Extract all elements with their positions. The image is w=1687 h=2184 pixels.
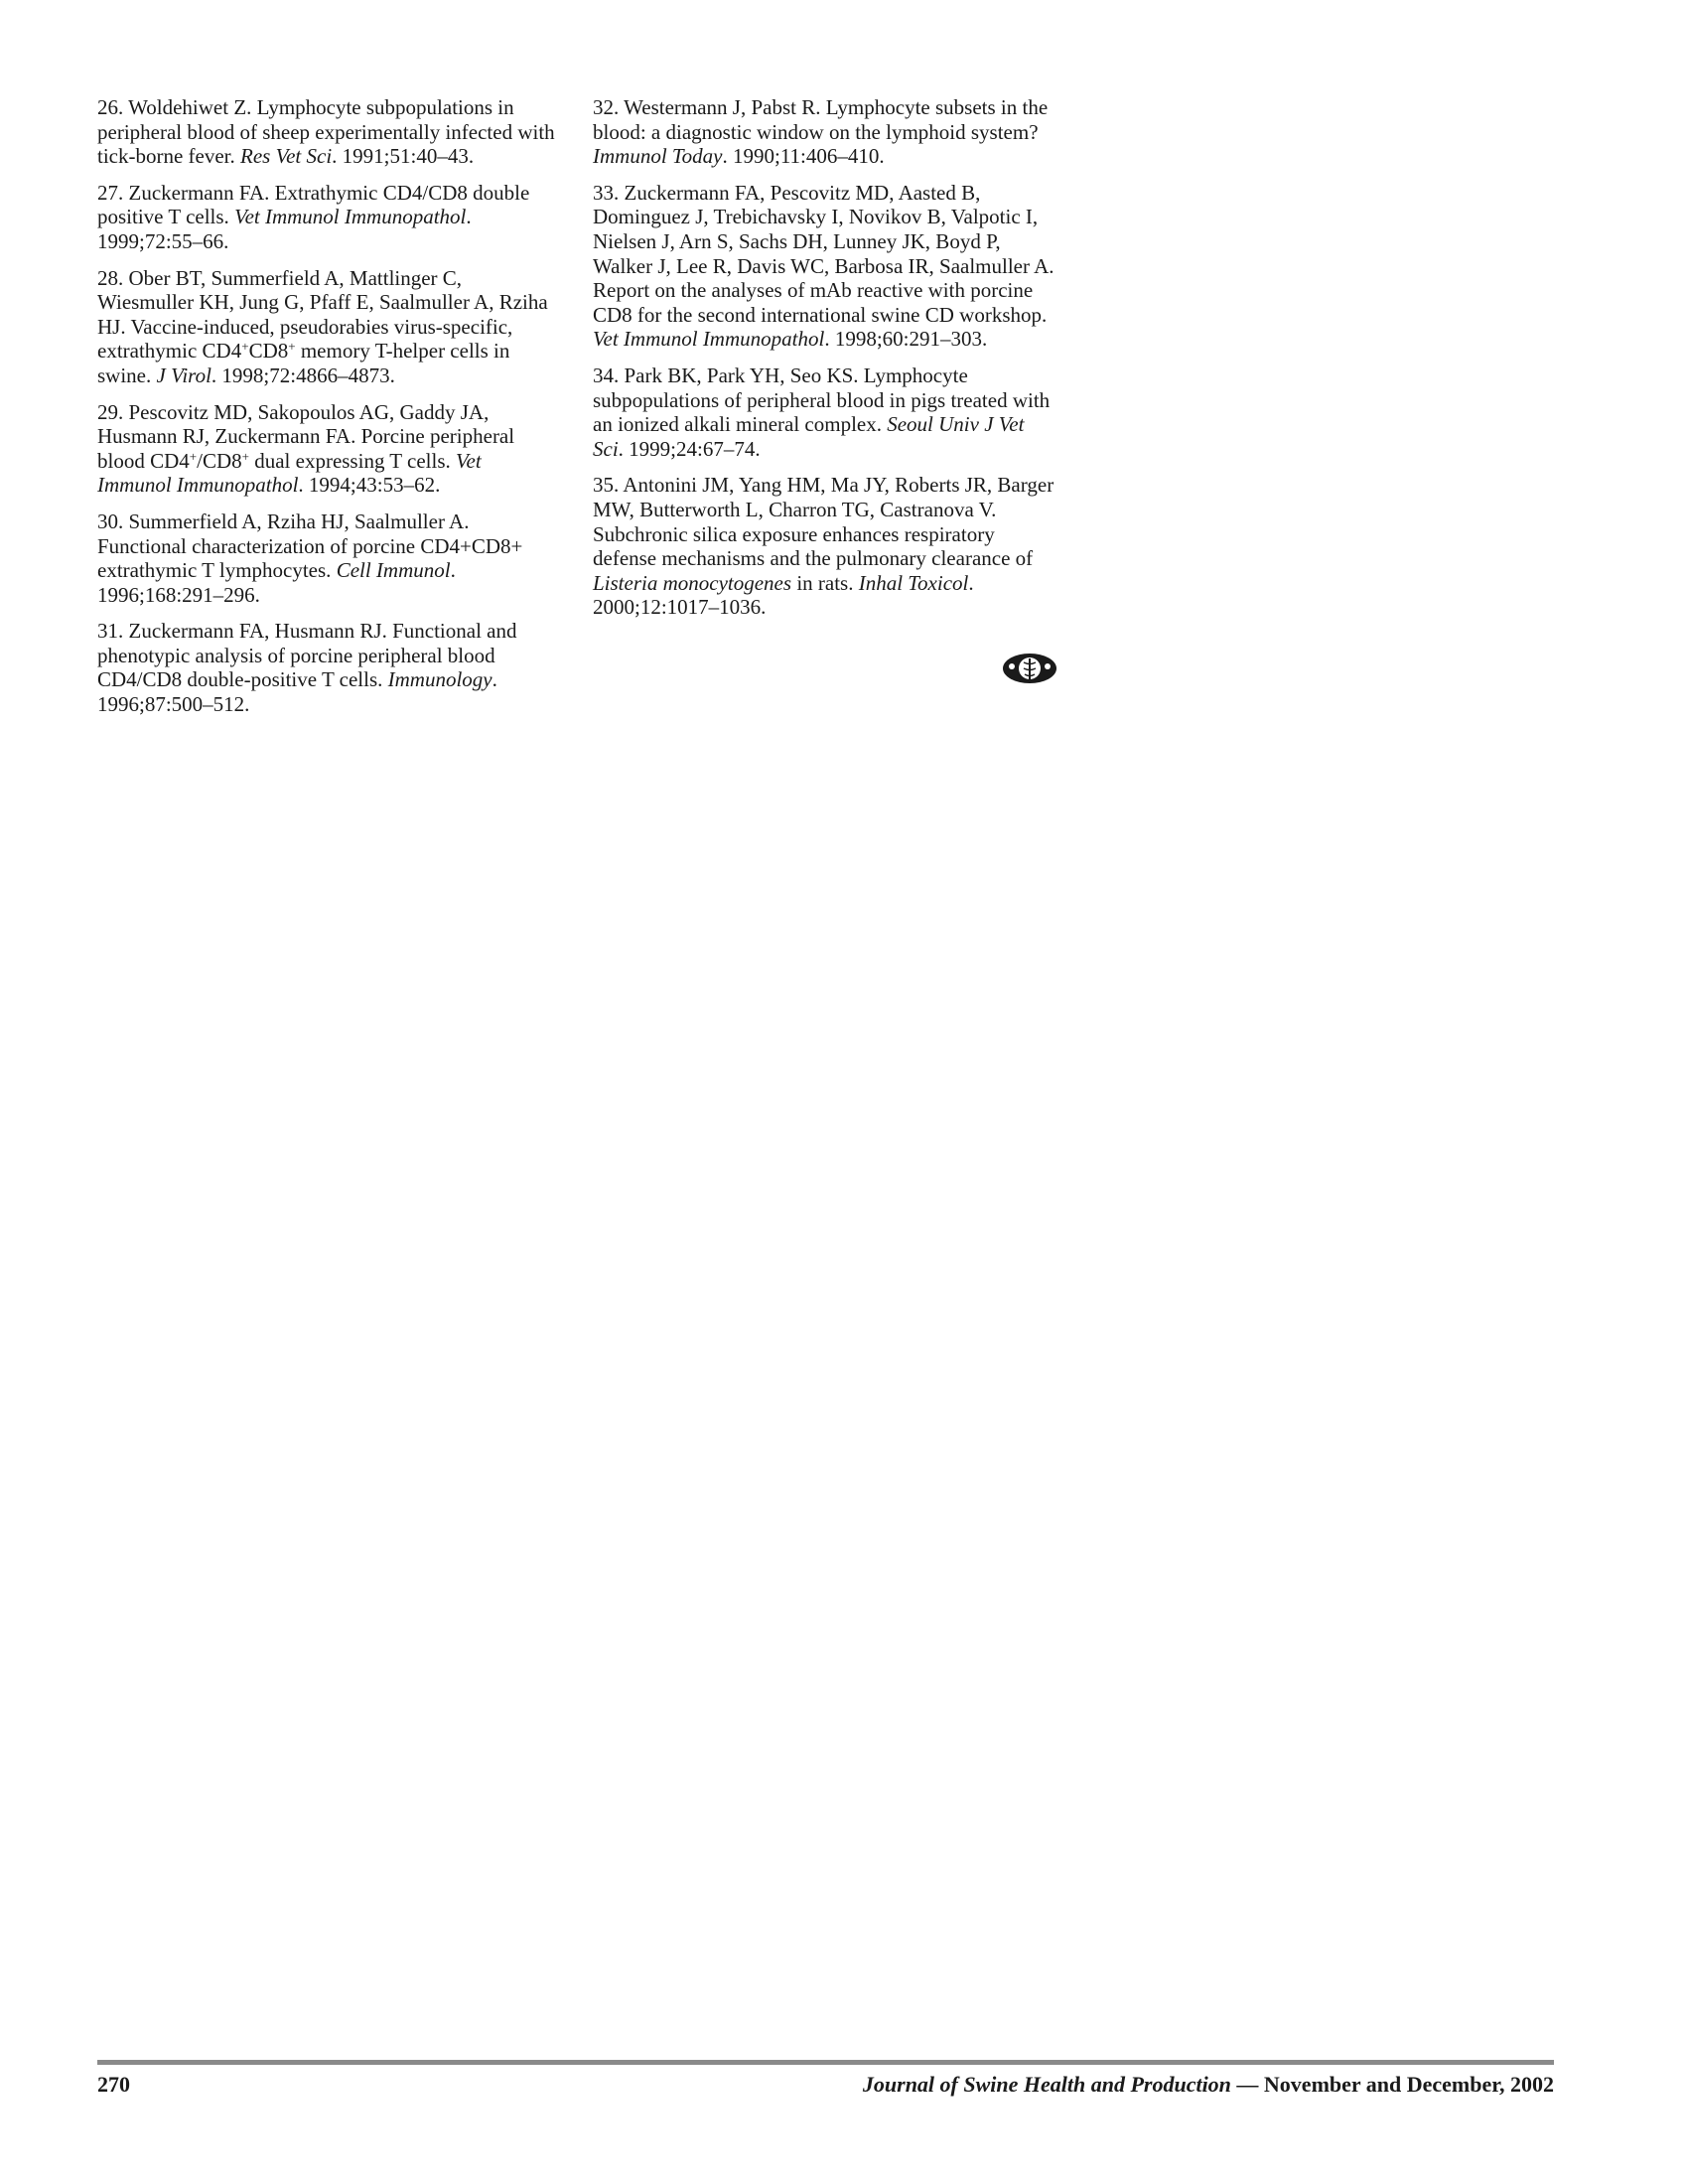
reference-item: 34. Park BK, Park YH, Seo KS. Lymphocyte subpopulations of peripheral blood in pigs treated with an ionized alkali mineral complex. Seoul Univ J Vet Sci. 1999;24:67–74. — [593, 363, 1051, 461]
footer-rule — [97, 2060, 1554, 2065]
footer-journal-citation: Journal of Swine Health and Production — November and December, 2002 — [862, 2072, 1554, 2097]
reference-item: 32. Westermann J, Pabst R. Lymphocyte subsets in the blood: a diagnostic window on the lymphoid system? Immunol Today. 1990;11:406–410. — [593, 95, 1049, 169]
reference-item: 29. Pescovitz MD, Sakopoulos AG, Gaddy JA, Husmann RJ, Zuckermann FA. Porcine peripheral blood CD4+/CD8+ dual expressing T cells. Vet Immunol Immunopathol. 1994;43:53–62. — [97, 399, 515, 498]
reference-item: 31. Zuckermann FA, Husmann RJ. Functional and phenotypic analysis of porcine peripheral blood CD4/CD8 double-positive T cells. Immunology. 1996;87:500–512. — [97, 619, 517, 717]
reference-item: 33. Zuckermann FA, Pescovitz MD, Aasted B, Dominguez J, Trebichavsky I, Novikov B, Valpotic I, Nielsen J, Arn S, Sachs DH, Lunney JK, Boyd P, Walker J, Lee R, Davis WC, Barbosa IR, Saalmuller A. Report on the analyses of mAb reactive with porcine CD8 for the second international swine CD workshop. Vet Immunol Immunopathol. 1998;60:291–303. — [593, 180, 1054, 352]
page-number: 270 — [97, 2072, 130, 2097]
aasv-caduceus-logo-icon — [1001, 651, 1058, 686]
reference-item: 26. Woldehiwet Z. Lymphocyte subpopulations in peripheral blood of sheep experimentally infected with tick-borne fever. Res Vet Sci. 1991;51:40–43. — [97, 95, 555, 169]
reference-item: 35. Antonini JM, Yang HM, Ma JY, Roberts JR, Barger MW, Butterworth L, Charron TG, Castranova V. Subchronic silica exposure enhances respiratory defense mechanisms and the pulmonary clearance of Listeria monocytogenes in rats. Inhal Toxicol. 2000;12:1017–1036. — [593, 473, 1054, 620]
reference-item: 28. Ober BT, Summerfield A, Mattlinger C, Wiesmuller KH, Jung G, Pfaff E, Saalmuller A, Rziha HJ. Vaccine-induced, pseudorabies virus-specific, extrathymic CD4+CD8+ memory T-helper cells in swine. J Virol. 1998;72:4866–4873. — [97, 265, 548, 387]
reference-item: 27. Zuckermann FA. Extrathymic CD4/CD8 double positive T cells. Vet Immunol Immunopathol. 1999;72:55–66. — [97, 180, 530, 253]
references-column-right — [593, 95, 1059, 632]
references-column-left — [97, 95, 556, 729]
reference-item: 30. Summerfield A, Rziha HJ, Saalmuller A. Functional characterization of porcine CD4+CD8+ extrathymic T lymphocytes. Cell Immunol. 1996;168:291–296. — [97, 509, 523, 607]
